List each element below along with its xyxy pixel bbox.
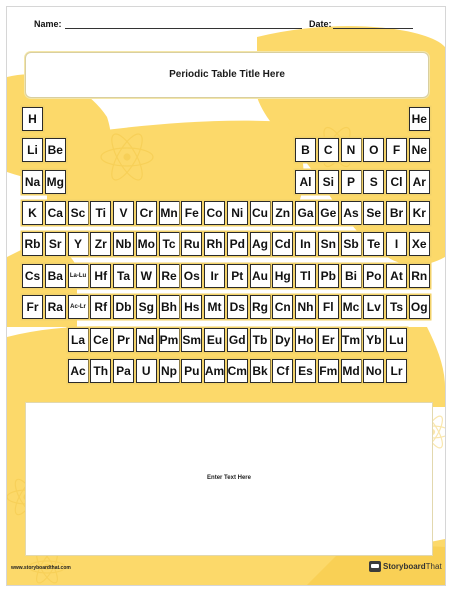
storyboard-logo-icon — [369, 561, 381, 572]
element-cell-fr[interactable]: Fr — [22, 295, 43, 319]
element-cell-mc[interactable]: Mc — [341, 295, 362, 319]
element-cell-u[interactable]: U — [136, 359, 157, 383]
element-cell-cs[interactable]: Cs — [22, 264, 43, 288]
element-cell-cf[interactable]: Cf — [272, 359, 293, 383]
element-cell-he[interactable]: He — [409, 107, 430, 131]
element-cell-ne[interactable]: Ne — [409, 138, 430, 162]
element-cell-sc[interactable]: Sc — [68, 201, 89, 225]
page-title: Periodic Table Title Here — [169, 69, 285, 80]
element-cell-ho[interactable]: Ho — [295, 328, 316, 352]
element-cell-pd[interactable]: Pd — [227, 232, 248, 256]
date-field[interactable] — [333, 28, 413, 29]
element-cell-w[interactable]: W — [136, 264, 157, 288]
element-cell-ac[interactable]: Ac — [68, 359, 89, 383]
logo-text-b: That — [425, 561, 442, 571]
element-cell-zn[interactable]: Zn — [272, 201, 293, 225]
element-cell-v[interactable]: V — [113, 201, 134, 225]
element-cell-bh[interactable]: Bh — [159, 295, 180, 319]
element-cell-ir[interactable]: Ir — [204, 264, 225, 288]
element-cell-pb[interactable]: Pb — [318, 264, 339, 288]
element-cell-md[interactable]: Md — [341, 359, 362, 383]
element-cell-i[interactable]: I — [386, 232, 407, 256]
element-cell-pt[interactable]: Pt — [227, 264, 248, 288]
element-cell-tb[interactable]: Tb — [250, 328, 271, 352]
element-cell-ta[interactable]: Ta — [113, 264, 134, 288]
element-cell-rf[interactable]: Rf — [90, 295, 111, 319]
element-cell-ts[interactable]: Ts — [386, 295, 407, 319]
element-cell-sm[interactable]: Sm — [181, 328, 202, 352]
element-cell-es[interactable]: Es — [295, 359, 316, 383]
element-cell-ba[interactable]: Ba — [45, 264, 66, 288]
element-cell-se[interactable]: Se — [363, 201, 384, 225]
logo-text-a: Storyboard — [383, 561, 426, 571]
element-cell-db[interactable]: Db — [113, 295, 134, 319]
element-cell-dy[interactable]: Dy — [272, 328, 293, 352]
element-cell-cd[interactable]: Cd — [272, 232, 293, 256]
element-cell-xe[interactable]: Xe — [409, 232, 430, 256]
element-cell-au[interactable]: Au — [250, 264, 271, 288]
element-cell-sr[interactable]: Sr — [45, 232, 66, 256]
element-cell-la[interactable]: La — [68, 328, 89, 352]
element-cell-no[interactable]: No — [363, 359, 384, 383]
element-cell-ce[interactable]: Ce — [90, 328, 111, 352]
element-cell-ds[interactable]: Ds — [227, 295, 248, 319]
element-cell-k[interactable]: K — [22, 201, 43, 225]
element-cell-mn[interactable]: Mn — [159, 201, 180, 225]
element-cell-mg[interactable]: Mg — [45, 170, 66, 194]
text-box-placeholder: Enter Text Here — [207, 475, 251, 481]
worksheet-page — [6, 6, 446, 586]
element-cell-in[interactable]: In — [295, 232, 316, 256]
element-cell-f[interactable]: F — [386, 138, 407, 162]
element-cell-am[interactable]: Am — [204, 359, 225, 383]
element-cell-pu[interactable]: Pu — [181, 359, 202, 383]
element-cell-be[interactable]: Be — [45, 138, 66, 162]
element-cell-hf[interactable]: Hf — [90, 264, 111, 288]
element-cell-np[interactable]: Np — [159, 359, 180, 383]
element-cell-h[interactable]: H — [22, 107, 43, 131]
element-cell-zr[interactable]: Zr — [90, 232, 111, 256]
element-cell-os[interactable]: Os — [181, 264, 202, 288]
title-box[interactable] — [25, 52, 429, 98]
element-cell-fl[interactable]: Fl — [318, 295, 339, 319]
element-cell-ac-lr[interactable]: Ac-Lr — [68, 295, 89, 319]
element-cell-hs[interactable]: Hs — [181, 295, 202, 319]
element-cell-o[interactable]: O — [363, 138, 384, 162]
element-cell-ga[interactable]: Ga — [295, 201, 316, 225]
element-cell-tc[interactable]: Tc — [159, 232, 180, 256]
element-cell-rh[interactable]: Rh — [204, 232, 225, 256]
element-cell-co[interactable]: Co — [204, 201, 225, 225]
name-label: Name: — [34, 19, 62, 29]
element-cell-ge[interactable]: Ge — [318, 201, 339, 225]
element-cell-fm[interactable]: Fm — [318, 359, 339, 383]
element-cell-cr[interactable]: Cr — [136, 201, 157, 225]
date-label: Date: — [309, 19, 332, 29]
element-cell-tm[interactable]: Tm — [341, 328, 362, 352]
element-cell-ag[interactable]: Ag — [250, 232, 271, 256]
element-cell-kr[interactable]: Kr — [409, 201, 430, 225]
element-cell-la-lu[interactable]: La-Lu — [68, 264, 89, 288]
element-cell-pm[interactable]: Pm — [159, 328, 180, 352]
element-cell-s[interactable]: S — [363, 170, 384, 194]
element-cell-ni[interactable]: Ni — [227, 201, 248, 225]
element-cell-lr[interactable]: Lr — [386, 359, 407, 383]
element-cell-lu[interactable]: Lu — [386, 328, 407, 352]
element-cell-re[interactable]: Re — [159, 264, 180, 288]
element-cell-b[interactable]: B — [295, 138, 316, 162]
element-cell-og[interactable]: Og — [409, 295, 430, 319]
element-cell-nh[interactable]: Nh — [295, 295, 316, 319]
element-cell-hg[interactable]: Hg — [272, 264, 293, 288]
element-cell-ru[interactable]: Ru — [181, 232, 202, 256]
element-cell-sg[interactable]: Sg — [136, 295, 157, 319]
element-cell-bk[interactable]: Bk — [250, 359, 271, 383]
element-cell-er[interactable]: Er — [318, 328, 339, 352]
element-cell-yb[interactable]: Yb — [363, 328, 384, 352]
element-cell-eu[interactable]: Eu — [204, 328, 225, 352]
element-cell-rg[interactable]: Rg — [250, 295, 271, 319]
element-cell-p[interactable]: P — [341, 170, 362, 194]
element-cell-ar[interactable]: Ar — [409, 170, 430, 194]
element-cell-gd[interactable]: Gd — [227, 328, 248, 352]
element-cell-tl[interactable]: Tl — [295, 264, 316, 288]
element-cell-lv[interactable]: Lv — [363, 295, 384, 319]
element-cell-sb[interactable]: Sb — [341, 232, 362, 256]
element-cell-ra[interactable]: Ra — [45, 295, 66, 319]
element-cell-br[interactable]: Br — [386, 201, 407, 225]
text-box[interactable] — [25, 402, 433, 556]
element-cell-na[interactable]: Na — [22, 170, 43, 194]
logo-text — [383, 562, 442, 571]
element-cell-rb[interactable]: Rb — [22, 232, 43, 256]
element-cell-al[interactable]: Al — [295, 170, 316, 194]
element-cell-nb[interactable]: Nb — [113, 232, 134, 256]
element-cell-y[interactable]: Y — [68, 232, 89, 256]
element-cell-as[interactable]: As — [341, 201, 362, 225]
element-cell-te[interactable]: Te — [363, 232, 384, 256]
footer-url[interactable]: www.storyboardthat.com — [11, 565, 71, 571]
element-cell-cn[interactable]: Cn — [272, 295, 293, 319]
element-cell-mo[interactable]: Mo — [136, 232, 157, 256]
element-cell-ca[interactable]: Ca — [45, 201, 66, 225]
element-cell-sn[interactable]: Sn — [318, 232, 339, 256]
element-cell-pr[interactable]: Pr — [113, 328, 134, 352]
element-cell-n[interactable]: N — [341, 138, 362, 162]
storyboard-logo[interactable] — [369, 559, 442, 573]
element-cell-th[interactable]: Th — [90, 359, 111, 383]
element-cell-po[interactable]: Po — [363, 264, 384, 288]
element-cell-mt[interactable]: Mt — [204, 295, 225, 319]
element-cell-pa[interactable]: Pa — [113, 359, 134, 383]
element-cell-c[interactable]: C — [318, 138, 339, 162]
name-field[interactable] — [65, 28, 302, 29]
element-cell-bi[interactable]: Bi — [341, 264, 362, 288]
element-cell-cl[interactable]: Cl — [386, 170, 407, 194]
element-cell-cm[interactable]: Cm — [227, 359, 248, 383]
element-cell-li[interactable]: Li — [22, 138, 43, 162]
element-cell-ti[interactable]: Ti — [90, 201, 111, 225]
element-cell-fe[interactable]: Fe — [181, 201, 202, 225]
element-cell-at[interactable]: At — [386, 264, 407, 288]
element-cell-cu[interactable]: Cu — [250, 201, 271, 225]
element-cell-nd[interactable]: Nd — [136, 328, 157, 352]
element-cell-si[interactable]: Si — [318, 170, 339, 194]
element-cell-rn[interactable]: Rn — [409, 264, 430, 288]
